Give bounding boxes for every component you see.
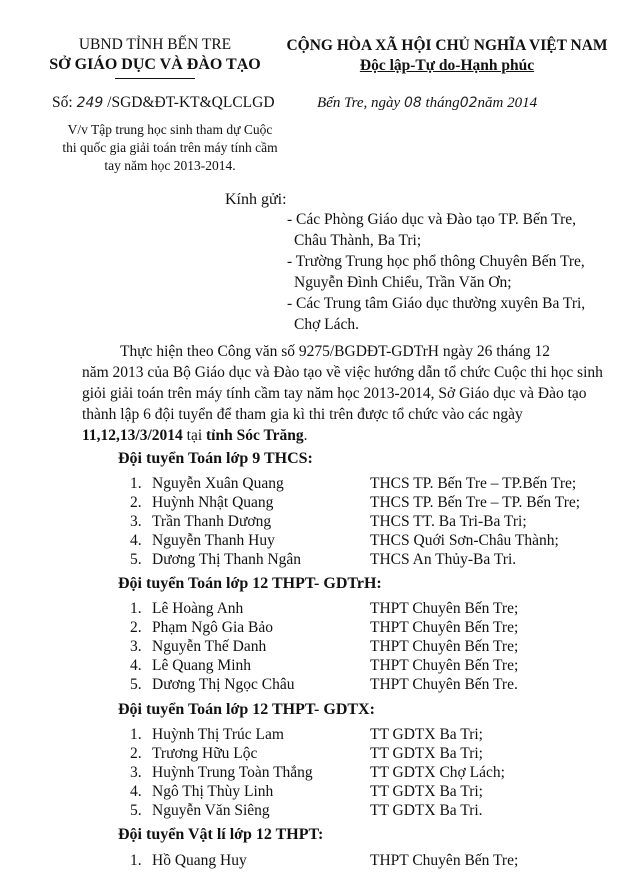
- recipient-line: - Các Phòng Giáo dục và Đào tạo TP. Bến Tre,: [287, 211, 577, 228]
- motto: Độc lập-Tự do-Hạnh phúc: [359, 57, 535, 74]
- member-school: TT GDTX Chợ Lách;: [370, 764, 505, 781]
- recipient-line: - Các Trung tâm Giáo dục thường xuyên Ba Tri,: [287, 295, 586, 312]
- recipient-line: Nguyễn Đình Chiểu, Trần Văn Ơn;: [294, 274, 512, 291]
- member-no: 4.: [130, 783, 142, 800]
- table-row: [130, 532, 610, 551]
- issue-date: [317, 95, 537, 112]
- team-title: Đội tuyển Vật lí lớp 12 THPT:: [118, 826, 324, 843]
- body-end: .: [303, 427, 308, 444]
- doc-no-prefix: Số:: [52, 94, 73, 111]
- member-school: THPT Chuyên Bến Tre;: [370, 619, 519, 636]
- document-number: [52, 94, 275, 112]
- team-title: Đội tuyển Toán lớp 9 THCS:: [118, 450, 313, 467]
- table-row: [130, 726, 610, 745]
- agency-name: SỞ GIÁO DỤC VÀ ĐÀO TẠO: [49, 56, 261, 73]
- table-row: [130, 852, 610, 871]
- member-name: Nguyễn Xuân Quang: [152, 475, 284, 492]
- member-no: 3.: [130, 764, 142, 781]
- member-no: 2.: [130, 619, 142, 636]
- member-no: 1.: [130, 726, 142, 743]
- member-name: Nguyễn Văn Siêng: [152, 802, 270, 819]
- member-name: Dương Thị Thanh Ngân: [152, 551, 302, 568]
- doc-no-suffix: /SGD&ĐT-KT&QLCLGD: [107, 94, 275, 111]
- member-no: 5.: [130, 802, 142, 819]
- recipients-label: Kính gửi:: [225, 191, 287, 208]
- member-no: 4.: [130, 657, 142, 674]
- member-no: 3.: [130, 638, 142, 655]
- body-line-4: thành lập 6 đội tuyển để tham gia kì thi trên được tổ chức vào các ngày: [82, 406, 523, 423]
- recipient-line: Châu Thành, Ba Tri;: [294, 232, 422, 249]
- member-no: 5.: [130, 551, 142, 568]
- subject-line-1: V/v Tập trung học sinh tham dự Cuộc: [67, 122, 273, 137]
- member-school: THCS TP. Bến Tre – TP. Bến Tre;: [370, 494, 581, 511]
- member-name: Nguyễn Thế Danh: [152, 638, 267, 655]
- team-title: Đội tuyển Toán lớp 12 THPT- GDTX:: [118, 701, 375, 718]
- member-name: Hồ Quang Huy: [152, 852, 247, 869]
- member-no: 1.: [130, 852, 142, 869]
- table-row: [130, 764, 610, 783]
- table-row: [130, 551, 610, 570]
- member-no: 1.: [130, 475, 142, 492]
- table-row: [130, 638, 610, 657]
- competition-place: tỉnh Sóc Trăng: [206, 427, 304, 444]
- member-school: THPT Chuyên Bến Tre.: [370, 676, 518, 693]
- agency-parent: UBND TỈNH BẾN TRE: [78, 36, 232, 53]
- table-row: [130, 600, 610, 619]
- member-no: 2.: [130, 494, 142, 511]
- table-row: [130, 802, 610, 821]
- table-row: [130, 783, 610, 802]
- table-row: [130, 657, 610, 676]
- member-school: TT GDTX Ba Tri;: [370, 745, 483, 762]
- member-name: Huỳnh Thị Trúc Lam: [152, 726, 284, 743]
- recipient-line: - Trường Trung học phổ thông Chuyên Bến Tre,: [287, 253, 585, 270]
- member-no: 1.: [130, 600, 142, 617]
- date-prefix: Bến Tre, ngày: [317, 95, 401, 111]
- member-no: 3.: [130, 513, 142, 530]
- country-name: CỘNG HÒA XÃ HỘI CHỦ NGHĨA VIỆT NAM: [286, 37, 608, 54]
- table-row: [130, 494, 610, 513]
- table-row: [130, 513, 610, 532]
- body-line-5: [82, 427, 308, 445]
- member-name: Huỳnh Nhật Quang: [152, 494, 274, 511]
- member-name: Trần Thanh Dương: [152, 513, 272, 530]
- member-school: THPT Chuyên Bến Tre;: [370, 657, 519, 674]
- table-row: [130, 745, 610, 764]
- member-name: Huỳnh Trung Toàn Thắng: [152, 764, 313, 781]
- member-name: Dương Thị Ngọc Châu: [152, 676, 295, 693]
- body-line-3: giỏi giải toán trên máy tính cầm tay năm học 2013-2014, Sở Giáo dục và Đào tạo: [82, 385, 587, 402]
- body-mid: tại: [182, 427, 207, 444]
- member-no: 5.: [130, 676, 142, 693]
- member-name: Lê Quang Minh: [152, 657, 252, 674]
- recipient-line: Chợ Lách.: [294, 316, 360, 333]
- member-school: THCS Quới Sơn-Châu Thành;: [370, 532, 559, 549]
- team-title: Đội tuyển Toán lớp 12 THPT- GDTrH:: [118, 575, 382, 592]
- member-name: Lê Hoàng Anh: [152, 600, 244, 617]
- date-month-handwritten: 02: [459, 95, 478, 111]
- member-school: THCS TP. Bến Tre – TP.Bến Tre;: [370, 475, 577, 492]
- agency-underline: [115, 78, 195, 79]
- member-school: TT GDTX Ba Tri.: [370, 802, 483, 819]
- member-school: THPT Chuyên Bến Tre;: [370, 852, 519, 869]
- date-suffix: năm 2014: [477, 95, 538, 111]
- table-row: [130, 676, 610, 695]
- table-row: [130, 475, 610, 494]
- date-mid: tháng: [425, 95, 460, 111]
- member-name: Trương Hữu Lộc: [152, 745, 258, 762]
- member-school: TT GDTX Ba Tri;: [370, 726, 483, 743]
- member-school: THCS An Thủy-Ba Tri.: [370, 551, 517, 568]
- member-school: THCS TT. Ba Tri-Ba Tri;: [370, 513, 527, 530]
- competition-dates: 11,12,13/3/2014: [82, 427, 183, 444]
- body-line-1: Thực hiện theo Công văn số 9275/BGDĐT-GDTrH ngày 26 tháng 12: [120, 343, 551, 360]
- member-name: Nguyễn Thanh Huy: [152, 532, 275, 549]
- subject-line-3: tay năm học 2013-2014.: [104, 158, 236, 173]
- member-no: 4.: [130, 532, 142, 549]
- member-school: THPT Chuyên Bến Tre;: [370, 638, 519, 655]
- member-school: THPT Chuyên Bến Tre;: [370, 600, 519, 617]
- member-name: Ngô Thị Thùy Linh: [152, 783, 274, 800]
- doc-no-handwritten: 249: [76, 95, 104, 111]
- member-name: Phạm Ngô Gia Bảo: [152, 619, 273, 636]
- body-line-2: năm 2013 của Bộ Giáo dục và Đào tạo về việc hướng dẫn tổ chức Cuộc thi học sinh: [82, 364, 603, 381]
- table-row: [130, 619, 610, 638]
- subject-line-2: thi quốc gia giải toán trên máy tính cầm: [62, 140, 278, 155]
- member-no: 2.: [130, 745, 142, 762]
- date-day-handwritten: 08: [403, 95, 422, 111]
- member-school: TT GDTX Ba Tri;: [370, 783, 483, 800]
